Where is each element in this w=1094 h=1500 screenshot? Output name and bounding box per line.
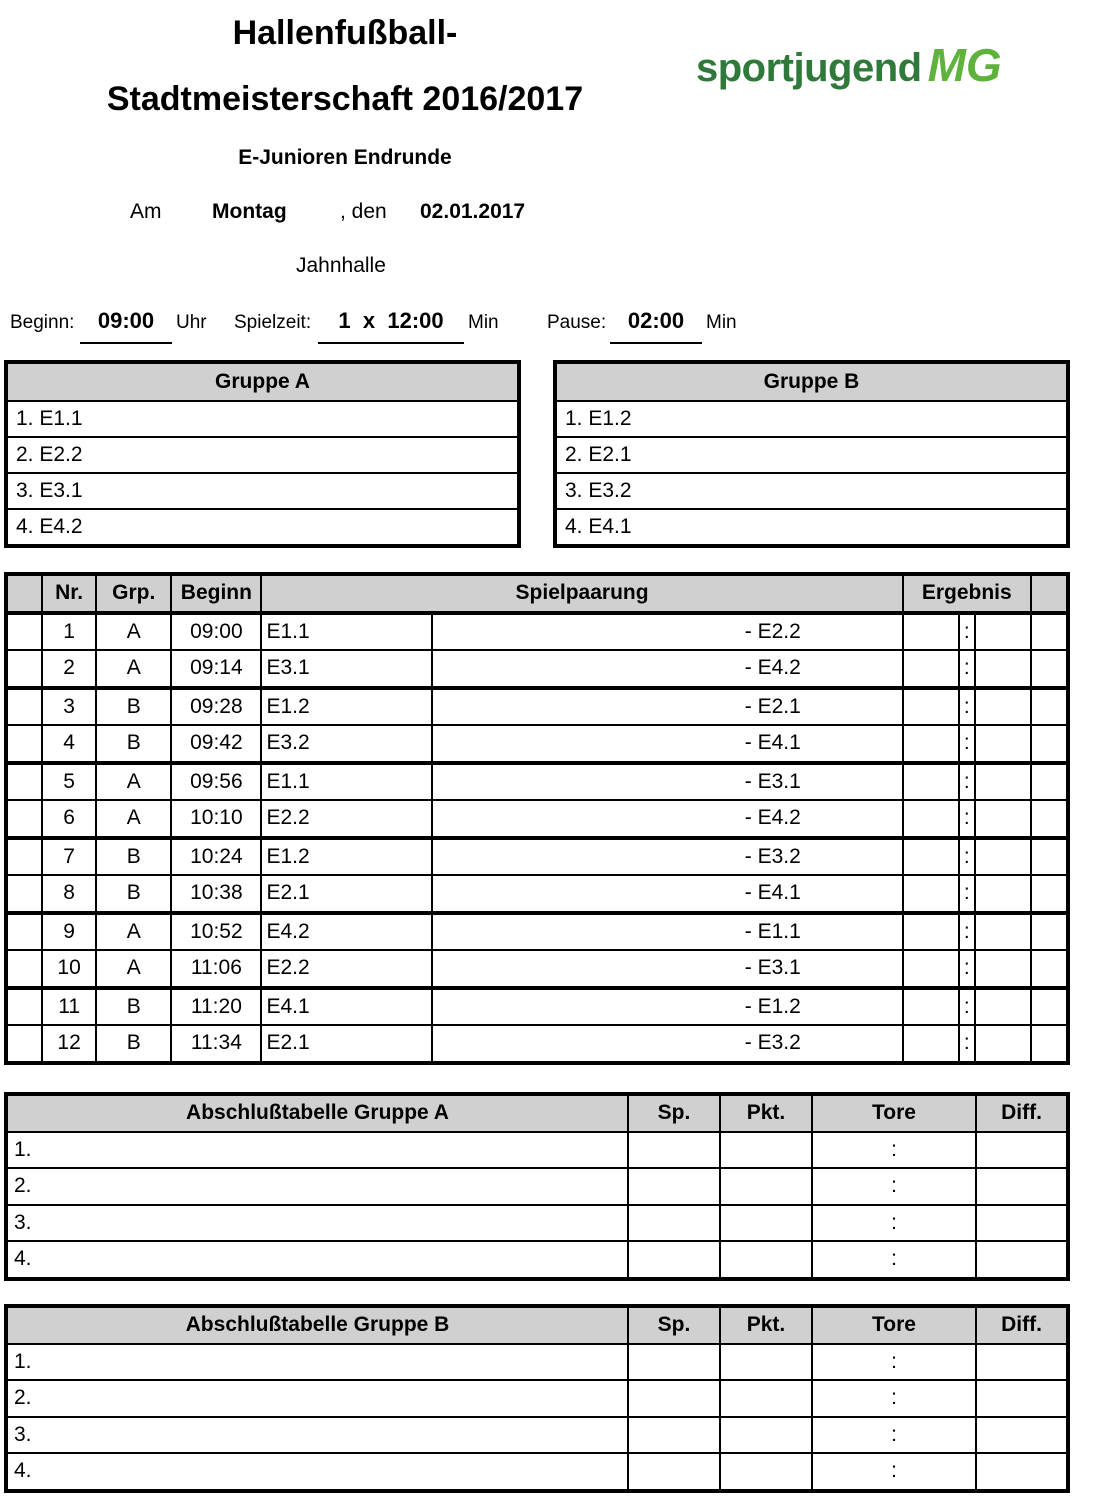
schedule-grp: B	[96, 688, 171, 726]
schedule-grp: B	[96, 988, 171, 1026]
final-a-pkt-cell[interactable]	[720, 1132, 812, 1169]
schedule-away: - E4.1	[432, 725, 903, 763]
group-b-team-4: 4. E4.1	[555, 509, 1068, 546]
schedule-score-home[interactable]	[903, 763, 959, 801]
schedule-score-home[interactable]	[903, 800, 959, 838]
final-b-pkt-cell[interactable]	[720, 1380, 812, 1417]
schedule-score-home[interactable]	[903, 613, 959, 651]
final-b-sp-cell[interactable]	[628, 1417, 720, 1454]
schedule-score-away[interactable]	[975, 988, 1031, 1026]
schedule-away: - E2.2	[432, 613, 903, 651]
final-b-place: 1.	[6, 1344, 628, 1381]
final-a-diff: Diff.	[976, 1094, 1068, 1132]
schedule-nr: 11	[42, 988, 96, 1026]
schedule-score-colon: :	[959, 913, 975, 951]
schedule-score-away[interactable]	[975, 800, 1031, 838]
schedule-nr: 6	[42, 800, 96, 838]
schedule-blank-right	[1031, 875, 1068, 913]
final-a-sp-cell[interactable]	[628, 1168, 720, 1205]
title-line-2: Stadtmeisterschaft 2016/2017	[106, 80, 584, 118]
schedule-header-nr: Nr.	[42, 574, 96, 613]
final-b-sp: Sp.	[628, 1306, 720, 1344]
final-a-body	[6, 1132, 1068, 1279]
schedule-score-away[interactable]	[975, 650, 1031, 688]
schedule-nr: 5	[42, 763, 96, 801]
schedule-row	[6, 650, 1068, 688]
schedule-row	[6, 875, 1068, 913]
schedule-blank-right	[1031, 688, 1068, 726]
den-label: , den	[340, 200, 387, 223]
schedule-blank-left	[6, 688, 42, 726]
schedule-blank-left	[6, 800, 42, 838]
schedule-blank-left	[6, 913, 42, 951]
schedule-score-colon: :	[959, 988, 975, 1026]
schedule-away: - E4.2	[432, 650, 903, 688]
final-a-diff-cell[interactable]	[976, 1205, 1068, 1242]
am-label: Am	[130, 200, 162, 223]
schedule-row	[6, 838, 1068, 876]
final-b-sp-cell[interactable]	[628, 1453, 720, 1491]
schedule-score-away[interactable]	[975, 1025, 1031, 1063]
schedule-blank-right	[1031, 800, 1068, 838]
schedule-score-home[interactable]	[903, 913, 959, 951]
pause-label: Pause:	[547, 312, 607, 333]
schedule-nr: 9	[42, 913, 96, 951]
min-label-1: Min	[468, 312, 499, 333]
schedule-home: E2.2	[261, 800, 431, 838]
group-a-team-1: 1. E1.1	[6, 401, 519, 437]
final-a-diff-cell[interactable]	[976, 1241, 1068, 1279]
schedule-row	[6, 988, 1068, 1026]
schedule-home: E3.1	[261, 650, 431, 688]
schedule-row	[6, 725, 1068, 763]
spielzeit-field	[318, 308, 464, 344]
final-b-diff-cell[interactable]	[976, 1344, 1068, 1381]
schedule-header-spielpaarung: Spielpaarung	[261, 574, 902, 613]
schedule-time: 09:00	[171, 613, 261, 651]
final-a-pkt: Pkt.	[720, 1094, 812, 1132]
schedule-nr: 2	[42, 650, 96, 688]
weekday: Montag	[212, 200, 287, 223]
schedule-score-home[interactable]	[903, 838, 959, 876]
schedule-header-blank-right	[1031, 574, 1068, 613]
schedule-nr: 3	[42, 688, 96, 726]
final-b-body	[6, 1344, 1068, 1491]
group-a-team-2: 2. E2.2	[6, 437, 519, 473]
final-b-tore-cell[interactable]: :	[812, 1453, 976, 1491]
schedule-nr: 1	[42, 613, 96, 651]
schedule-score-colon: :	[959, 875, 975, 913]
logo-text: sportjugend	[696, 46, 922, 90]
schedule-row	[6, 763, 1068, 801]
schedule-row	[6, 800, 1068, 838]
final-a-tore-cell[interactable]: :	[812, 1168, 976, 1205]
final-b-row	[6, 1417, 1068, 1454]
schedule-row	[6, 613, 1068, 651]
schedule-home: E1.2	[261, 688, 431, 726]
spielzeit-label: Spielzeit:	[234, 312, 312, 333]
schedule-score-colon: :	[959, 1025, 975, 1063]
final-a-tore-cell[interactable]: :	[812, 1132, 976, 1169]
schedule-blank-left	[6, 838, 42, 876]
schedule-score-away[interactable]	[975, 913, 1031, 951]
min-label-2: Min	[706, 312, 737, 333]
venue: Jahnhalle	[296, 254, 386, 277]
schedule-away: - E3.1	[432, 763, 903, 801]
schedule-home: E4.1	[261, 988, 431, 1026]
schedule-score-home[interactable]	[903, 725, 959, 763]
final-b-row	[6, 1453, 1068, 1491]
final-table-a	[4, 1092, 1070, 1281]
schedule-score-colon: :	[959, 613, 975, 651]
schedule-blank-left	[6, 875, 42, 913]
group-b-table	[553, 360, 1070, 548]
schedule-nr: 8	[42, 875, 96, 913]
final-b-pkt-cell[interactable]	[720, 1417, 812, 1454]
schedule-score-colon: :	[959, 688, 975, 726]
final-a-sp-cell[interactable]	[628, 1205, 720, 1242]
schedule-away: - E3.1	[432, 950, 903, 988]
schedule-score-colon: :	[959, 950, 975, 988]
schedule-time: 09:28	[171, 688, 261, 726]
schedule-nr: 4	[42, 725, 96, 763]
schedule-score-home[interactable]	[903, 950, 959, 988]
schedule-score-home[interactable]	[903, 1025, 959, 1063]
final-b-place: 4.	[6, 1453, 628, 1491]
final-b-sp-cell[interactable]	[628, 1380, 720, 1417]
schedule-grp: A	[96, 913, 171, 951]
final-a-diff-cell[interactable]	[976, 1168, 1068, 1205]
schedule-blank-left	[6, 763, 42, 801]
schedule-away: - E3.2	[432, 1025, 903, 1063]
schedule-time: 10:24	[171, 838, 261, 876]
final-a-tore-cell[interactable]: :	[812, 1205, 976, 1242]
schedule-blank-left	[6, 725, 42, 763]
schedule-score-colon: :	[959, 838, 975, 876]
schedule-score-colon: :	[959, 800, 975, 838]
schedule-time: 09:56	[171, 763, 261, 801]
schedule-grp: A	[96, 613, 171, 651]
final-a-pkt-cell[interactable]	[720, 1241, 812, 1279]
schedule-row	[6, 688, 1068, 726]
schedule-home: E1.2	[261, 838, 431, 876]
schedule-score-colon: :	[959, 725, 975, 763]
uhr-label: Uhr	[176, 312, 207, 333]
schedule-score-away[interactable]	[975, 613, 1031, 651]
schedule-body	[6, 613, 1068, 1063]
schedule-score-away[interactable]	[975, 725, 1031, 763]
schedule-time: 11:20	[171, 988, 261, 1026]
schedule-home: E3.2	[261, 725, 431, 763]
date: 02.01.2017	[420, 200, 526, 223]
group-b-team-3: 3. E3.2	[555, 473, 1068, 509]
spielzeit-x: x	[362, 308, 376, 333]
schedule-row	[6, 913, 1068, 951]
schedule-home: E4.2	[261, 913, 431, 951]
schedule-blank-left	[6, 613, 42, 651]
schedule-row	[6, 950, 1068, 988]
group-b-team-1: 1. E1.2	[555, 401, 1068, 437]
schedule-home: E2.2	[261, 950, 431, 988]
schedule-blank-right	[1031, 763, 1068, 801]
schedule-blank-left	[6, 1025, 42, 1063]
schedule-grp: B	[96, 838, 171, 876]
logo-mg: MG	[927, 39, 1002, 91]
title-line-1: Hallenfußball-	[232, 14, 458, 52]
schedule-time: 09:14	[171, 650, 261, 688]
schedule-grp: A	[96, 763, 171, 801]
schedule-score-away[interactable]	[975, 688, 1031, 726]
schedule-home: E2.1	[261, 875, 431, 913]
schedule-blank-right	[1031, 988, 1068, 1026]
schedule-away: - E1.1	[432, 913, 903, 951]
final-a-row	[6, 1205, 1068, 1242]
schedule-away: - E1.2	[432, 988, 903, 1026]
schedule-header-ergebnis: Ergebnis	[903, 574, 1031, 613]
schedule-time: 11:06	[171, 950, 261, 988]
schedule-header-blank-left	[6, 574, 42, 613]
schedule-grp: A	[96, 950, 171, 988]
schedule-grp: B	[96, 1025, 171, 1063]
schedule-time: 10:38	[171, 875, 261, 913]
schedule-score-away[interactable]	[975, 875, 1031, 913]
final-a-place: 1.	[6, 1132, 628, 1169]
final-a-sp-cell[interactable]	[628, 1132, 720, 1169]
schedule-time: 11:34	[171, 1025, 261, 1063]
final-b-row	[6, 1380, 1068, 1417]
schedule-home: E1.1	[261, 613, 431, 651]
schedule-blank-right	[1031, 838, 1068, 876]
schedule-away: - E3.2	[432, 838, 903, 876]
final-b-pkt: Pkt.	[720, 1306, 812, 1344]
schedule-home: E2.1	[261, 1025, 431, 1063]
schedule-table	[4, 572, 1070, 1065]
schedule-nr: 12	[42, 1025, 96, 1063]
subtitle: E-Junioren Endrunde	[238, 146, 452, 169]
final-a-row	[6, 1132, 1068, 1169]
spielzeit-count: 1	[338, 308, 351, 333]
final-a-tore: Tore	[812, 1094, 976, 1132]
schedule-blank-right	[1031, 1025, 1068, 1063]
schedule-blank-left	[6, 988, 42, 1026]
final-b-row	[6, 1344, 1068, 1381]
schedule-nr: 10	[42, 950, 96, 988]
final-table-b	[4, 1304, 1070, 1493]
final-b-tore-cell[interactable]: :	[812, 1344, 976, 1381]
schedule-grp: B	[96, 725, 171, 763]
schedule-score-colon: :	[959, 763, 975, 801]
final-a-diff-cell[interactable]	[976, 1132, 1068, 1169]
schedule-score-away[interactable]	[975, 950, 1031, 988]
group-b-team-2: 2. E2.1	[555, 437, 1068, 473]
pause-value: 02:00	[610, 308, 702, 344]
group-a-team-3: 3. E3.1	[6, 473, 519, 509]
final-a-title: Abschlußtabelle Gruppe A	[6, 1094, 628, 1132]
final-a-place: 4.	[6, 1241, 628, 1279]
group-a-header: Gruppe A	[6, 362, 519, 401]
schedule-grp: A	[96, 800, 171, 838]
schedule-away: - E2.1	[432, 688, 903, 726]
schedule-score-away[interactable]	[975, 763, 1031, 801]
final-a-pkt-cell[interactable]	[720, 1205, 812, 1242]
final-a-place: 3.	[6, 1205, 628, 1242]
schedule-time: 10:10	[171, 800, 261, 838]
final-b-diff-cell[interactable]	[976, 1453, 1068, 1491]
schedule-header-beginn: Beginn	[171, 574, 261, 613]
schedule-grp: B	[96, 875, 171, 913]
final-b-diff: Diff.	[976, 1306, 1068, 1344]
schedule-score-away[interactable]	[975, 838, 1031, 876]
sportjugend-logo	[696, 38, 1056, 94]
schedule-time: 10:52	[171, 913, 261, 951]
schedule-home: E1.1	[261, 763, 431, 801]
schedule-score-home[interactable]	[903, 688, 959, 726]
schedule-header-grp: Grp.	[96, 574, 171, 613]
beginn-label: Beginn:	[10, 312, 75, 333]
final-b-pkt-cell[interactable]	[720, 1453, 812, 1491]
final-a-pkt-cell[interactable]	[720, 1168, 812, 1205]
schedule-score-home[interactable]	[903, 988, 959, 1026]
final-b-tore: Tore	[812, 1306, 976, 1344]
final-b-pkt-cell[interactable]	[720, 1344, 812, 1381]
final-b-tore-cell[interactable]: :	[812, 1380, 976, 1417]
final-b-sp-cell[interactable]	[628, 1344, 720, 1381]
schedule-nr: 7	[42, 838, 96, 876]
group-a-team-4: 4. E4.2	[6, 509, 519, 546]
schedule-score-home[interactable]	[903, 875, 959, 913]
schedule-score-colon: :	[959, 650, 975, 688]
schedule-away: - E4.1	[432, 875, 903, 913]
beginn-value: 09:00	[80, 308, 172, 344]
schedule-blank-left	[6, 950, 42, 988]
group-b-header: Gruppe B	[555, 362, 1068, 401]
final-b-diff-cell[interactable]	[976, 1417, 1068, 1454]
final-a-tore-cell[interactable]: :	[812, 1241, 976, 1279]
schedule-score-home[interactable]	[903, 650, 959, 688]
spielzeit-value: 12:00	[387, 308, 444, 333]
schedule-blank-right	[1031, 950, 1068, 988]
final-b-place: 2.	[6, 1380, 628, 1417]
schedule-grp: A	[96, 650, 171, 688]
schedule-blank-right	[1031, 913, 1068, 951]
group-a-table	[4, 360, 521, 548]
schedule-time: 09:42	[171, 725, 261, 763]
final-b-place: 3.	[6, 1417, 628, 1454]
final-a-place: 2.	[6, 1168, 628, 1205]
final-a-row	[6, 1168, 1068, 1205]
final-a-sp-cell[interactable]	[628, 1241, 720, 1279]
schedule-blank-left	[6, 650, 42, 688]
final-a-sp: Sp.	[628, 1094, 720, 1132]
schedule-row	[6, 1025, 1068, 1063]
schedule-away: - E4.2	[432, 800, 903, 838]
final-b-tore-cell[interactable]: :	[812, 1417, 976, 1454]
final-b-diff-cell[interactable]	[976, 1380, 1068, 1417]
schedule-blank-right	[1031, 650, 1068, 688]
schedule-blank-right	[1031, 725, 1068, 763]
final-b-title: Abschlußtabelle Gruppe B	[6, 1306, 628, 1344]
final-a-row	[6, 1241, 1068, 1279]
schedule-blank-right	[1031, 613, 1068, 651]
